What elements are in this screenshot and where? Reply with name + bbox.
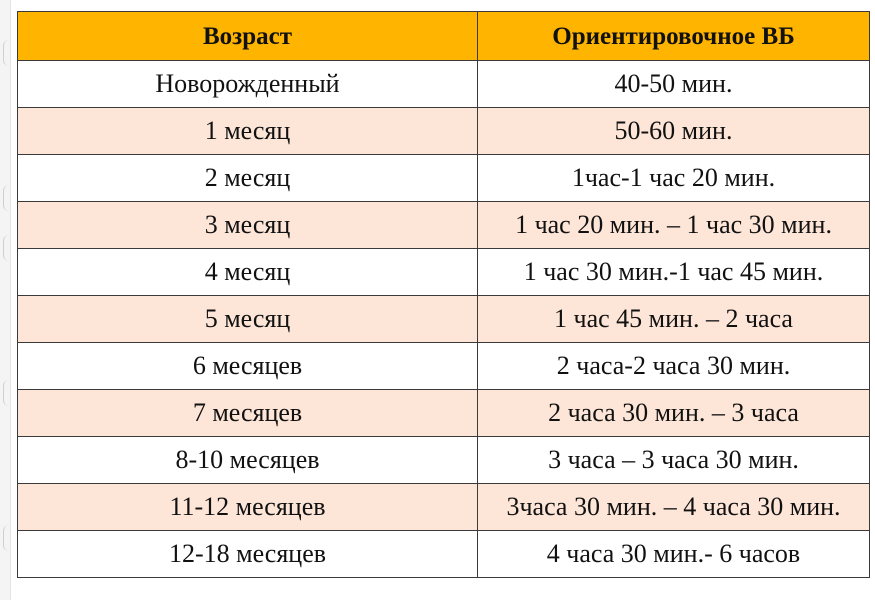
column-header-wake-window: Ориентировочное ВБ bbox=[478, 12, 870, 61]
age-cell: 1 месяц bbox=[18, 108, 478, 155]
wake-window-cell: 1 час 30 мин.-1 час 45 мин. bbox=[478, 249, 870, 296]
edge-mark bbox=[3, 380, 10, 406]
wake-window-cell: 50-60 мин. bbox=[478, 108, 870, 155]
table-row bbox=[18, 108, 870, 155]
column-header-age: Возраст bbox=[18, 12, 478, 61]
age-cell: 11-12 месяцев bbox=[18, 484, 478, 531]
wake-window-table bbox=[17, 11, 870, 578]
table-row bbox=[18, 202, 870, 249]
table-row bbox=[18, 437, 870, 484]
wake-window-cell: 3часа 30 мин. – 4 часа 30 мин. bbox=[478, 484, 870, 531]
table-row bbox=[18, 531, 870, 578]
table-row bbox=[18, 484, 870, 531]
age-cell: 5 месяц bbox=[18, 296, 478, 343]
age-cell: Новорожденный bbox=[18, 61, 478, 108]
wake-window-cell: 4 часа 30 мин.- 6 часов bbox=[478, 531, 870, 578]
edge-mark bbox=[3, 185, 10, 211]
age-cell: 6 месяцев bbox=[18, 343, 478, 390]
table-row bbox=[18, 155, 870, 202]
age-cell: 3 месяц bbox=[18, 202, 478, 249]
wake-window-cell: 40-50 мин. bbox=[478, 61, 870, 108]
table-row bbox=[18, 296, 870, 343]
edge-mark bbox=[3, 40, 10, 66]
table-row bbox=[18, 61, 870, 108]
age-cell: 2 месяц bbox=[18, 155, 478, 202]
wake-window-cell: 3 часа – 3 часа 30 мин. bbox=[478, 437, 870, 484]
wake-window-cell: 1час-1 час 20 мин. bbox=[478, 155, 870, 202]
age-cell: 12-18 месяцев bbox=[18, 531, 478, 578]
edge-mark bbox=[3, 235, 10, 261]
wake-window-cell: 2 часа 30 мин. – 3 часа bbox=[478, 390, 870, 437]
wake-window-cell: 1 час 20 мин. – 1 час 30 мин. bbox=[478, 202, 870, 249]
table-row bbox=[18, 249, 870, 296]
age-cell: 7 месяцев bbox=[18, 390, 478, 437]
table-row bbox=[18, 390, 870, 437]
page-edge bbox=[0, 0, 11, 600]
age-cell: 8-10 месяцев bbox=[18, 437, 478, 484]
table-row bbox=[18, 343, 870, 390]
table-header-row bbox=[18, 12, 870, 61]
age-cell: 4 месяц bbox=[18, 249, 478, 296]
wake-window-cell: 1 час 45 мин. – 2 часа bbox=[478, 296, 870, 343]
wake-window-cell: 2 часа-2 часа 30 мин. bbox=[478, 343, 870, 390]
edge-mark bbox=[3, 525, 10, 551]
